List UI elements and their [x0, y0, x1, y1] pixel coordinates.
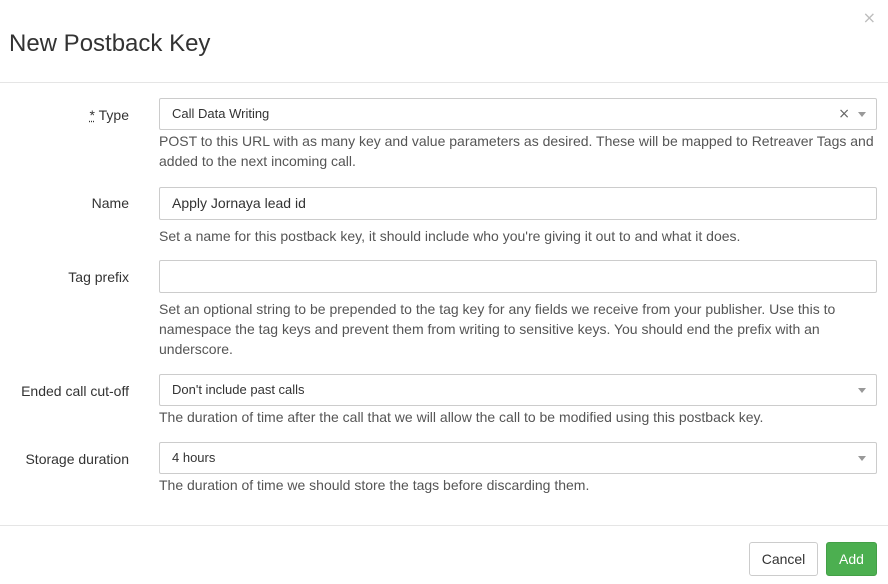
type-label-text: Type — [98, 107, 129, 123]
storage-duration-help-text: The duration of time we should store the tags before discarding them. — [159, 477, 590, 493]
modal-header — [0, 0, 888, 83]
modal-title: New Postback Key — [9, 30, 211, 57]
caret-down-icon[interactable] — [858, 112, 866, 117]
storage-duration-select-value: 4 hours — [172, 450, 216, 465]
caret-down-icon[interactable] — [858, 388, 866, 393]
storage-duration-select[interactable] — [159, 442, 877, 474]
tag-prefix-label: Tag prefix — [68, 269, 129, 285]
ended-call-cutoff-label: Ended call cut-off — [21, 383, 129, 399]
cancel-button[interactable]: Cancel — [749, 542, 818, 576]
add-button[interactable]: Add — [826, 542, 877, 576]
close-icon[interactable]: × — [862, 8, 876, 27]
type-help-text: POST to this URL with as many key and value parameters as desired. These will be mapped to Retreaver Tags and added to the next incoming call. — [159, 133, 874, 169]
caret-down-icon[interactable] — [858, 456, 866, 461]
name-input-value: Apply Jornaya lead id — [172, 195, 306, 211]
ended-call-cutoff-help-text: The duration of time after the call that we will allow the call to be modified using this postback key. — [159, 409, 764, 425]
name-help-text: Set a name for this postback key, it should include who you're giving it out to and what it does. — [159, 228, 741, 244]
required-marker: * — [89, 107, 95, 123]
ended-call-cutoff-select-value: Don't include past calls — [172, 382, 305, 397]
tag-prefix-input[interactable] — [159, 260, 877, 293]
modal-footer — [0, 525, 888, 584]
type-select-value: Call Data Writing — [172, 106, 270, 121]
type-select[interactable] — [159, 98, 877, 130]
ended-call-cutoff-select[interactable] — [159, 374, 877, 406]
storage-duration-label: Storage duration — [25, 451, 129, 467]
name-input[interactable] — [159, 187, 877, 220]
type-label — [90, 107, 129, 123]
tag-prefix-help-text: Set an optional string to be prepended to the tag key for any fields we receive from your publisher. Use this to namespace the tag keys and prevent them from writing to sensitive keys. You should end the prefix with an underscore. — [159, 301, 836, 357]
name-label: Name — [91, 195, 129, 211]
clear-icon[interactable]: × — [838, 106, 850, 122]
